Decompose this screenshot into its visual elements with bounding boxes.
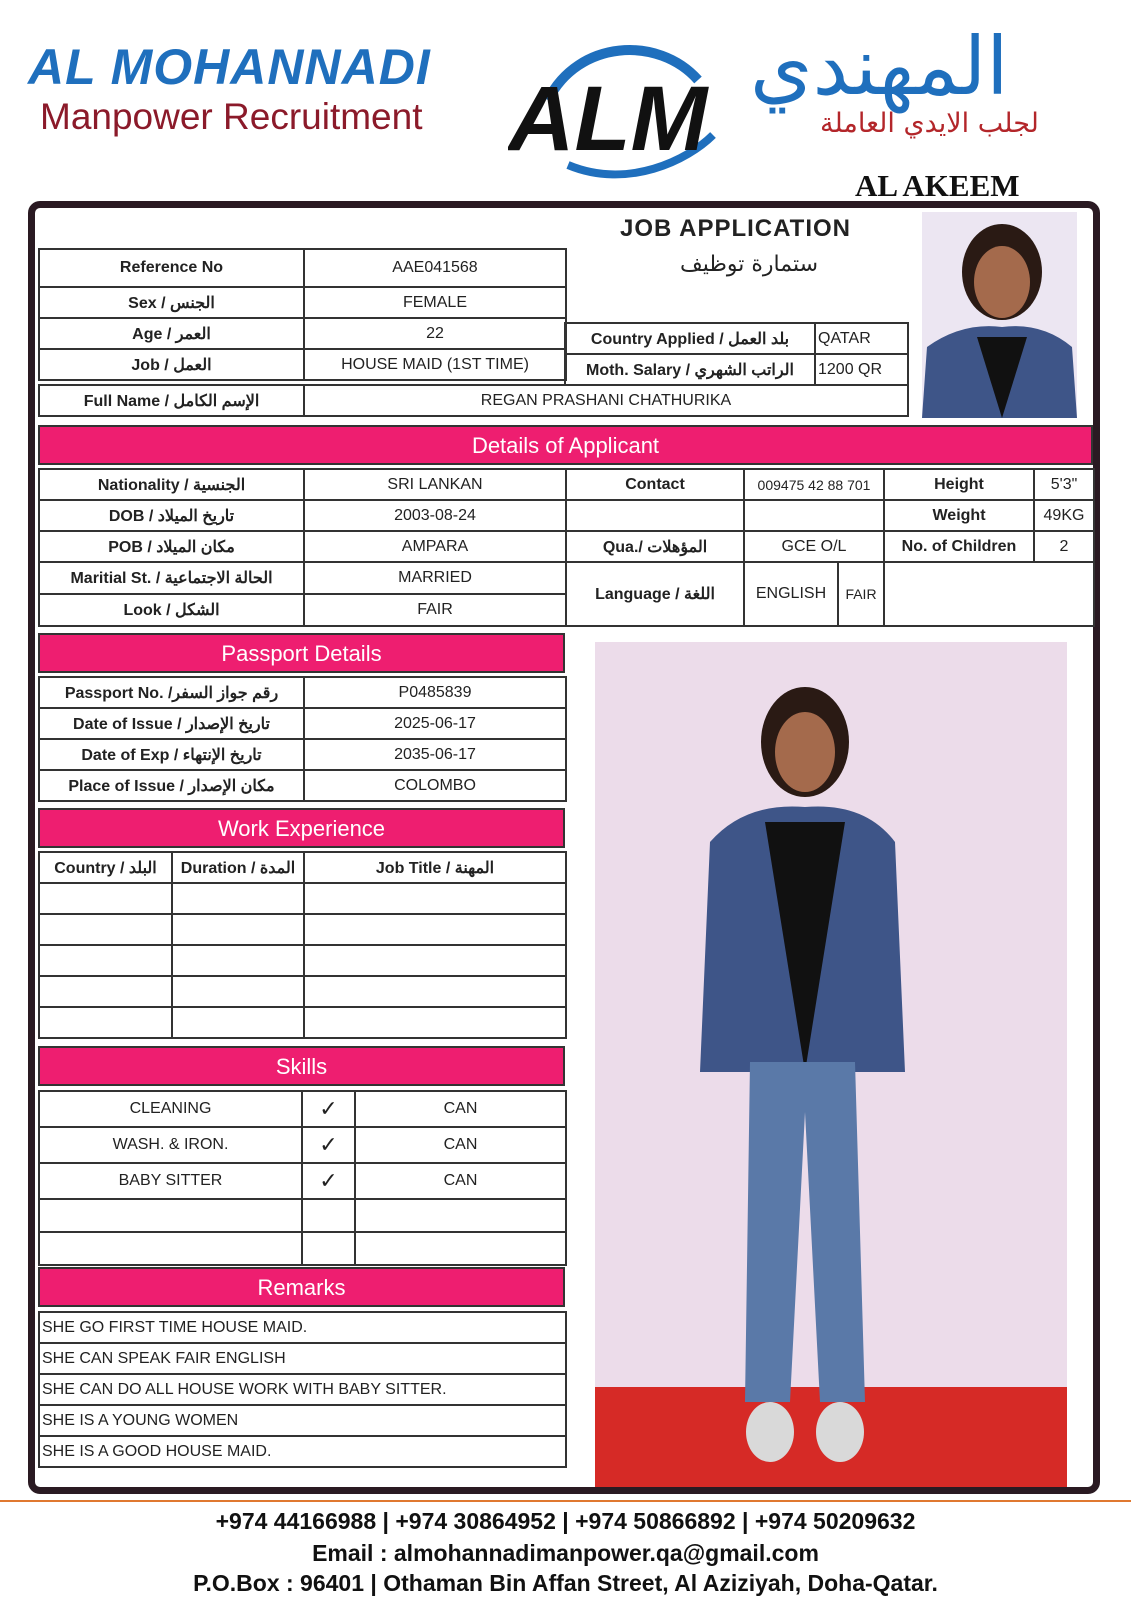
passport-heading: Passport Details xyxy=(38,633,565,673)
alm-logo-icon xyxy=(508,40,733,180)
skills-heading: Skills xyxy=(38,1046,565,1086)
experience-heading: Work Experience xyxy=(38,808,565,848)
language-level: FAIR xyxy=(837,563,883,625)
skill-level: CAN xyxy=(355,1163,566,1199)
expiry-date-label: Date of Exp / تاريخ الإنتهاء xyxy=(39,739,304,770)
issue-place-label: Place of Issue / مكان الإصدار xyxy=(39,770,304,801)
fullname-row xyxy=(38,384,909,417)
basic-info-table-left xyxy=(38,248,567,381)
sex-value: FEMALE xyxy=(304,287,566,318)
company-subtitle: Manpower Recruitment xyxy=(40,96,423,137)
page-title: JOB APPLICATION xyxy=(620,215,852,242)
footer-address: P.O.Box : 96401 | Othaman Bin Affan Street, Al Aziziyah, Doha-Qatar. xyxy=(193,1570,938,1596)
skill-row xyxy=(39,1163,566,1199)
company-name: AL MOHANNADI xyxy=(28,39,431,95)
skill-level: CAN xyxy=(355,1091,566,1127)
skill-name: BABY SITTER xyxy=(39,1163,302,1199)
look-value: FAIR xyxy=(304,594,566,626)
skill-row xyxy=(39,1199,566,1232)
remarks-table xyxy=(38,1311,567,1468)
experience-title-header: Job Title / المهنة xyxy=(304,852,566,883)
height-value: 5'3" xyxy=(1034,469,1094,500)
table-row xyxy=(39,976,566,1007)
table-row xyxy=(39,914,566,945)
age-value: 22 xyxy=(304,318,566,349)
expiry-date-value: 2035-06-17 xyxy=(304,739,566,770)
height-label: Height xyxy=(884,469,1034,500)
applicant-full-photo xyxy=(595,642,1067,1487)
check-icon: ✓ xyxy=(302,1163,355,1199)
language-cell xyxy=(744,562,884,626)
skills-table xyxy=(38,1090,567,1266)
dob-label: DOB / تاريخ الميلاد xyxy=(39,500,304,531)
remark-line: SHE CAN SPEAK FAIR ENGLISH xyxy=(39,1343,566,1374)
empty-cell xyxy=(744,500,884,531)
details-table xyxy=(38,468,1095,627)
branch-name: AL AKEEM xyxy=(855,168,1020,203)
marital-value: MARRIED xyxy=(304,562,566,594)
look-label: Look / الشكل xyxy=(39,594,304,626)
company-tagline-arabic: لجلب الايدي العاملة xyxy=(820,108,1039,139)
passport-number-label: Passport No. /رقم جواز السفر xyxy=(39,677,304,708)
issue-place-value: COLOMBO xyxy=(304,770,566,801)
issue-date-label: Date of Issue / تاريخ الإصدار xyxy=(39,708,304,739)
salary-value: 1200 QR xyxy=(815,354,908,385)
dob-value: 2003-08-24 xyxy=(304,500,566,531)
skill-row xyxy=(39,1127,566,1163)
issue-date-value: 2025-06-17 xyxy=(304,708,566,739)
reference-label: Reference No xyxy=(39,249,304,287)
skill-row xyxy=(39,1232,566,1265)
footer-phones: +974 44166988 | +974 30864952 | +974 50866892 | +974 50209632 xyxy=(215,1508,916,1534)
footer-email: Email : almohannadimanpower.qa@gmail.com xyxy=(312,1540,819,1566)
age-label: Age / العمر xyxy=(39,318,304,349)
country-value: QATAR xyxy=(815,323,908,354)
language-label: Language / اللغة xyxy=(566,562,744,626)
footer-divider xyxy=(0,1500,1131,1502)
pob-label: POB / مكان الميلاد xyxy=(39,531,304,562)
skill-level: CAN xyxy=(355,1127,566,1163)
experience-country-header: Country / البلد xyxy=(39,852,172,883)
page-title-arabic: ستمارة توظيف xyxy=(680,252,819,277)
language-value: ENGLISH xyxy=(755,585,827,602)
contact-label: Contact xyxy=(566,469,744,500)
weight-value: 49KG xyxy=(1034,500,1094,531)
qualification-label: Qua./ المؤهلات xyxy=(566,531,744,562)
sex-label: Sex / الجنس xyxy=(39,287,304,318)
details-heading: Details of Applicant xyxy=(38,425,1093,465)
experience-table xyxy=(38,851,567,1039)
portrait-photo-icon xyxy=(922,212,1077,418)
nationality-label: Nationality / الجنسية xyxy=(39,469,304,500)
nationality-value: SRI LANKAN xyxy=(304,469,566,500)
remark-line: SHE IS A YOUNG WOMEN xyxy=(39,1405,566,1436)
experience-duration-header: Duration / المدة xyxy=(172,852,304,883)
remark-line: SHE GO FIRST TIME HOUSE MAID. xyxy=(39,1312,566,1343)
table-row xyxy=(39,1007,566,1038)
children-label: No. of Children xyxy=(884,531,1034,562)
skill-name: WASH. & IRON. xyxy=(39,1127,302,1163)
fullname-label: Full Name / الإسم الكامل xyxy=(39,385,304,416)
contact-value: 009475 42 88 701 xyxy=(744,469,884,500)
salary-label: Moth. Salary / الراتب الشهري xyxy=(565,354,815,385)
full-body-photo-icon xyxy=(595,642,1067,1487)
empty-cell xyxy=(566,500,744,531)
company-name-arabic: المهندي xyxy=(750,20,1009,113)
job-value: HOUSE MAID (1ST TIME) xyxy=(304,349,566,380)
remarks-heading: Remarks xyxy=(38,1267,565,1307)
basic-info-table-right xyxy=(564,322,909,386)
passport-number-value: P0485839 xyxy=(304,677,566,708)
alm-logo-text: ALM xyxy=(508,68,708,170)
job-label: Job / العمل xyxy=(39,349,304,380)
reference-value: AAE041568 xyxy=(304,249,566,287)
check-icon: ✓ xyxy=(302,1127,355,1163)
children-value: 2 xyxy=(1034,531,1094,562)
fullname-value: REGAN PRASHANI CHATHURIKA xyxy=(304,385,908,416)
remark-line: SHE CAN DO ALL HOUSE WORK WITH BABY SITTER. xyxy=(39,1374,566,1405)
skill-row xyxy=(39,1091,566,1127)
check-icon: ✓ xyxy=(302,1091,355,1127)
skill-name: CLEANING xyxy=(39,1091,302,1127)
passport-table xyxy=(38,676,567,802)
country-label: Country Applied / بلد العمل xyxy=(565,323,815,354)
table-row xyxy=(39,945,566,976)
applicant-portrait xyxy=(922,212,1077,418)
pob-value: AMPARA xyxy=(304,531,566,562)
weight-label: Weight xyxy=(884,500,1034,531)
marital-label: Maritial St. / الحالة الاجتماعية xyxy=(39,562,304,594)
remark-line: SHE IS A GOOD HOUSE MAID. xyxy=(39,1436,566,1467)
table-row xyxy=(39,883,566,914)
qualification-value: GCE O/L xyxy=(744,531,884,562)
empty-cell xyxy=(884,562,1094,626)
